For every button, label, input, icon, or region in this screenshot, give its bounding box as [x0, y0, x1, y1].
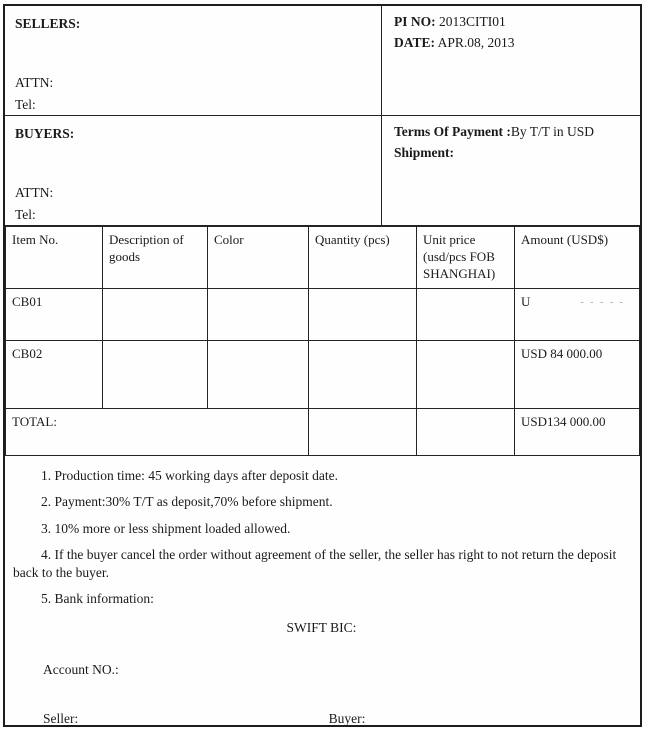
buyers-terms-row — [5, 116, 640, 226]
cell-description — [103, 288, 208, 340]
col-header-item-no: Item No. — [6, 227, 103, 289]
col-header-color: Color — [208, 227, 309, 289]
total-quantity-cell — [309, 408, 417, 455]
table-row-cb02 — [6, 340, 640, 408]
sellers-pi-row — [5, 6, 640, 116]
pi-no-label: PI NO: — [394, 14, 436, 29]
swift-bic-label: SWIFT BIC: — [286, 619, 357, 635]
cell-unit-price — [417, 288, 515, 340]
cell-amount: USD 84 000.00 — [515, 340, 640, 408]
cell-unit-price — [417, 340, 515, 408]
terms-shipment-cell — [382, 116, 640, 225]
total-amount-cell: USD134 000.00 — [515, 408, 640, 455]
note-cancellation: 4. If the buyer cancel the order without agreement of the seller, the seller has right to not return the deposit back to the buyer. — [13, 547, 617, 580]
sellers-attn-label: ATTN: — [15, 74, 54, 90]
terms-label: Terms Of Payment : — [394, 124, 511, 139]
terms-value: By T/T in USD — [510, 124, 595, 139]
seller-signature-label: Seller: — [43, 710, 79, 726]
cell-color — [208, 340, 309, 408]
cell-amount — [515, 288, 640, 340]
erased-text-marks: - - - - - — [580, 296, 625, 308]
col-header-quantity: Quantity (pcs) — [309, 227, 417, 289]
date-line — [394, 33, 630, 54]
cell-color — [208, 288, 309, 340]
pi-date-cell — [382, 6, 640, 115]
pi-no-value: 2013CITI01 — [439, 14, 506, 29]
total-unit-price-cell — [417, 408, 515, 455]
note-production-time: 1. Production time: 45 working days after deposit date. — [41, 467, 338, 483]
buyer-signature-label: Buyer: — [328, 710, 366, 726]
buyers-label: BUYERS: — [15, 126, 75, 141]
account-no-label: Account NO.: — [43, 661, 119, 677]
items-table — [5, 226, 640, 456]
sellers-contact-block — [15, 72, 369, 117]
terms-line — [394, 122, 630, 143]
cell-description — [103, 340, 208, 408]
table-row-total — [6, 408, 640, 455]
sellers-tel-label: Tel: — [15, 97, 36, 113]
table-row-cb01 — [6, 288, 640, 340]
invoice-sheet — [3, 4, 642, 727]
signature-row — [13, 711, 630, 727]
note-payment: 2. Payment:30% T/T as deposit,70% before shipment. — [41, 494, 333, 510]
col-header-amount: Amount (USD$) — [515, 227, 640, 289]
col-header-unit-price: Unit price (usd/pcs FOB SHANGHAI) — [417, 227, 515, 289]
cell-quantity — [309, 340, 417, 408]
shipment-line — [394, 143, 630, 164]
cell-quantity — [309, 288, 417, 340]
total-label-cell: TOTAL: — [6, 408, 309, 455]
note-shipment-tolerance: 3. 10% more or less shipment loaded allowed. — [41, 520, 291, 536]
buyers-cell — [5, 116, 382, 225]
sellers-label: SELLERS: — [15, 16, 81, 31]
pi-no-line — [394, 12, 630, 33]
cell-item-no: CB01 — [6, 288, 103, 340]
col-header-description: Description of goods — [103, 227, 208, 289]
cell-amount-value: U — [521, 293, 531, 309]
sellers-cell — [5, 6, 382, 115]
shipment-label: Shipment: — [394, 144, 455, 160]
note-bank-information: 5. Bank information: — [41, 591, 154, 607]
date-value: APR.08, 2013 — [437, 34, 515, 50]
buyers-tel-label: Tel: — [15, 207, 36, 223]
notes-section — [5, 456, 640, 727]
table-header-row — [6, 227, 640, 289]
cell-item-no: CB02 — [6, 340, 103, 408]
buyers-contact-block — [15, 182, 369, 227]
buyers-attn-label: ATTN: — [15, 184, 54, 200]
date-label: DATE: — [394, 34, 436, 50]
